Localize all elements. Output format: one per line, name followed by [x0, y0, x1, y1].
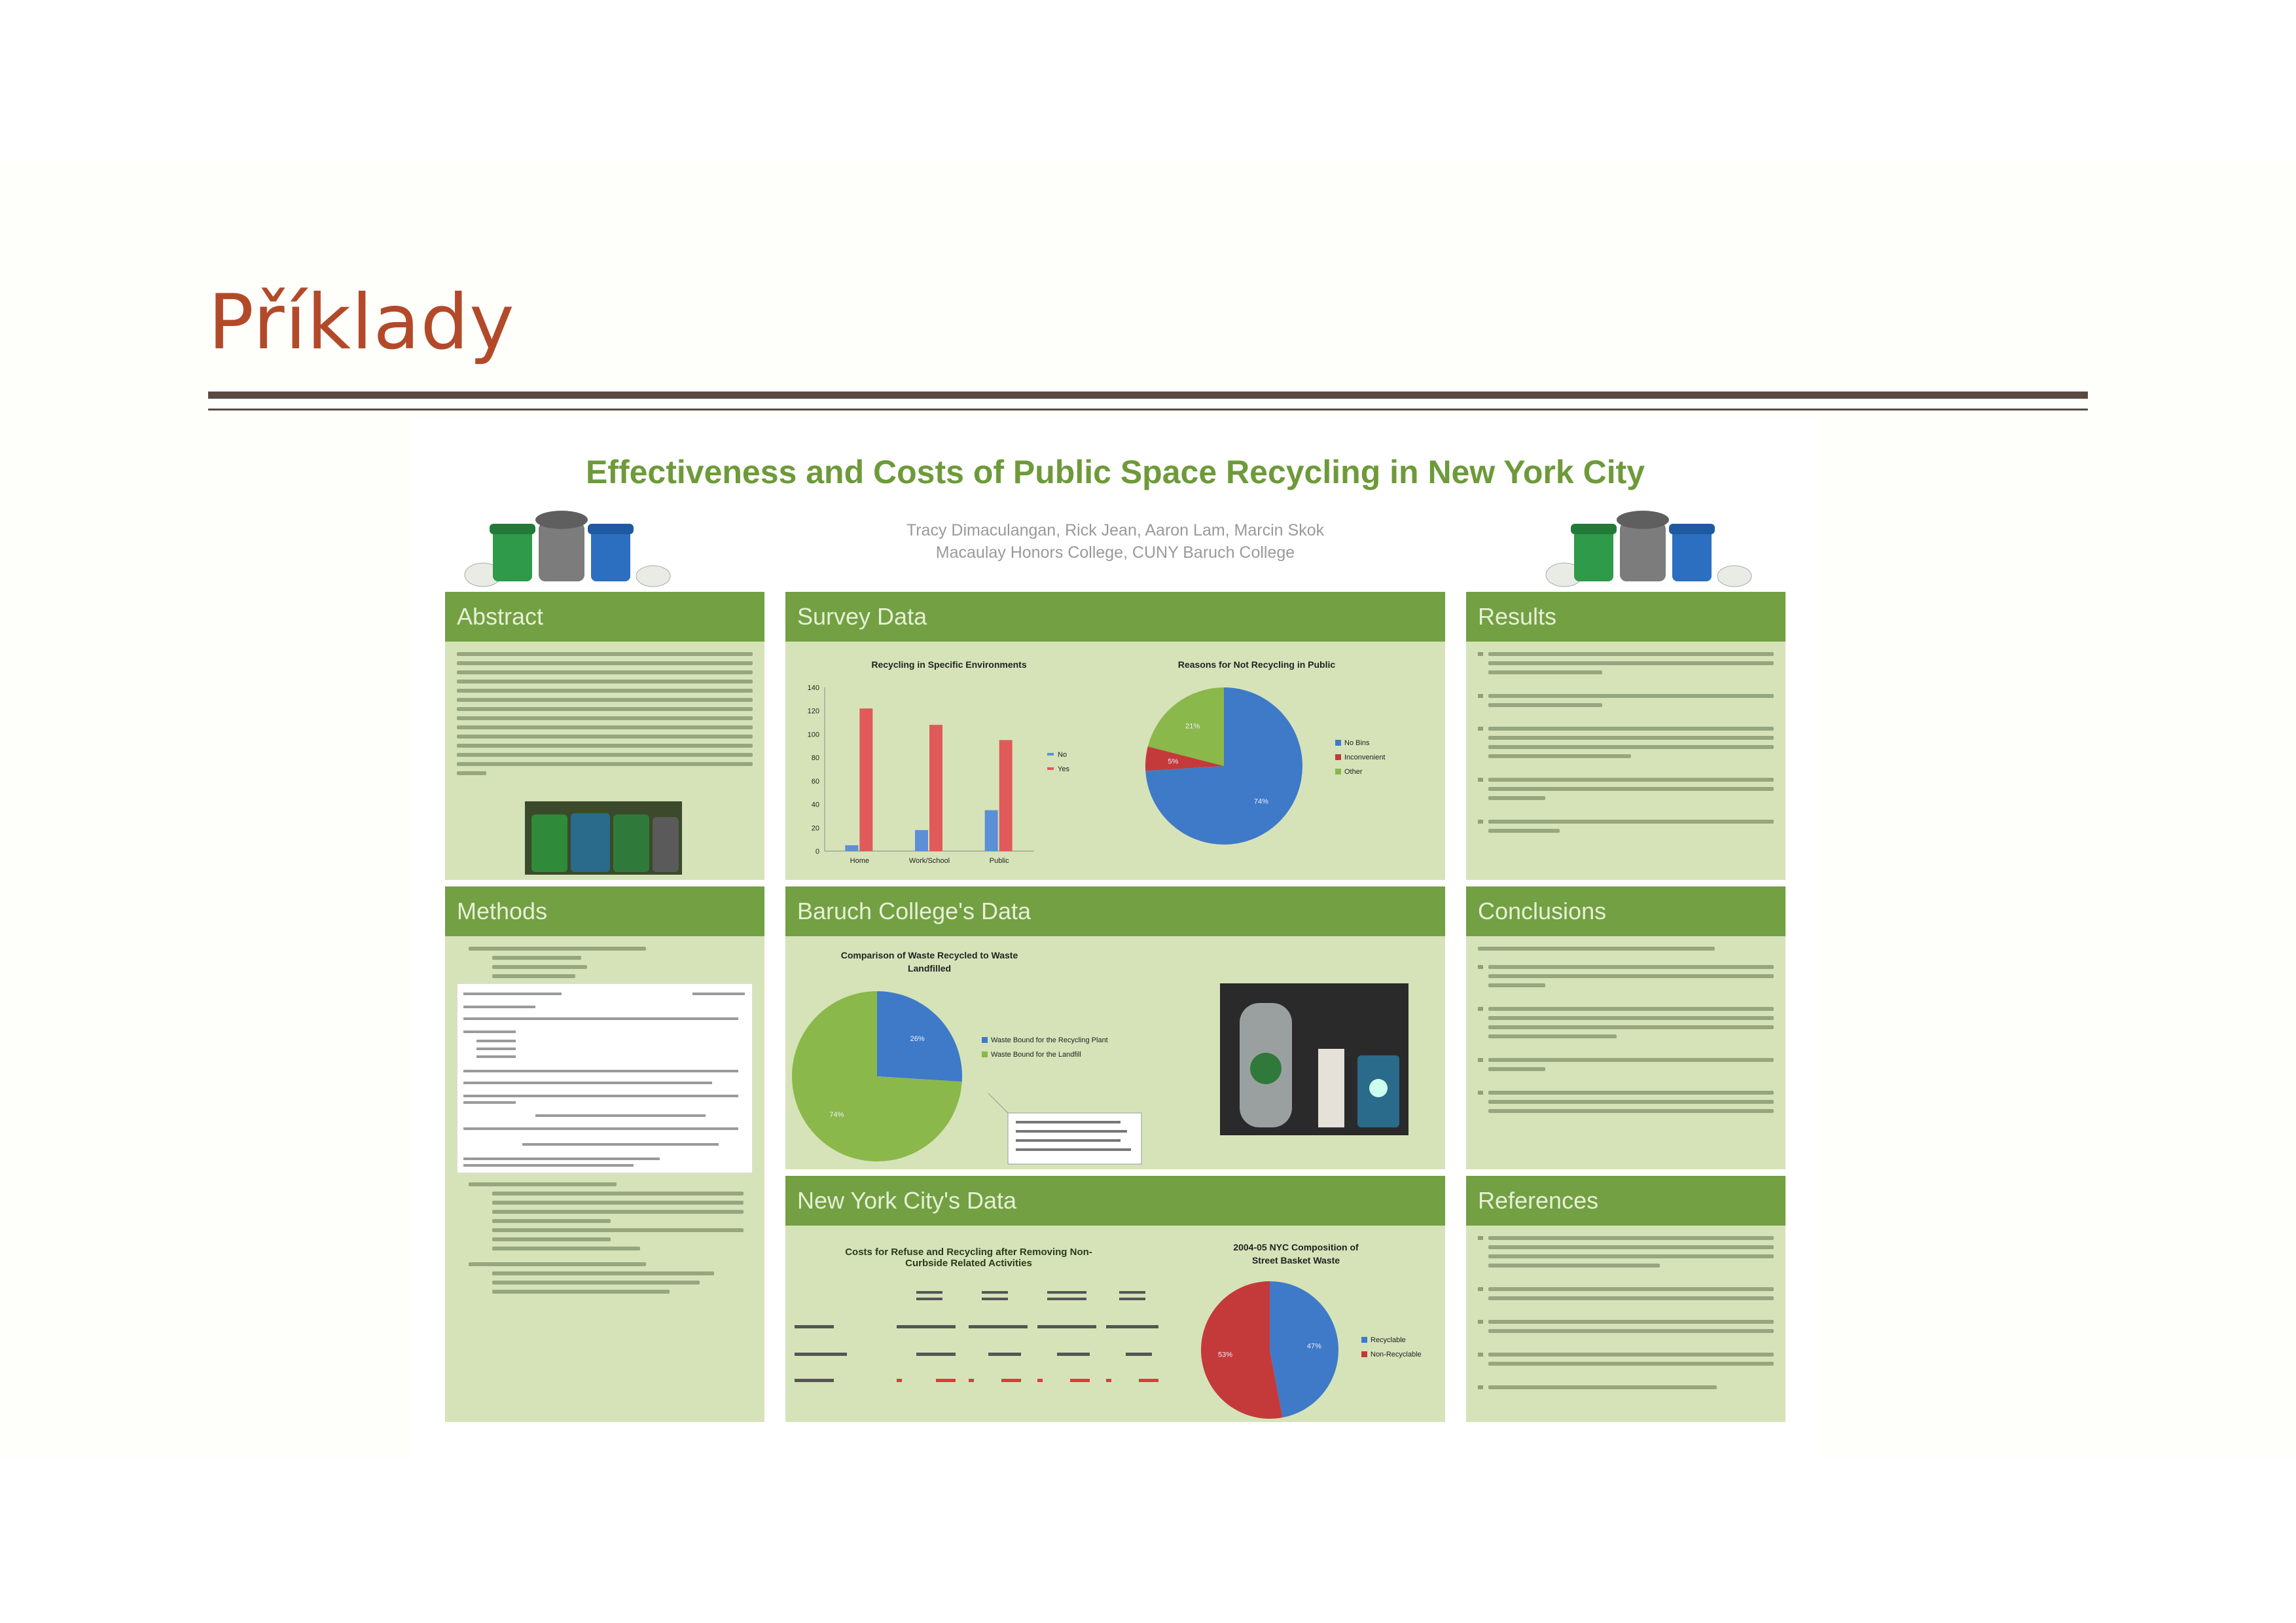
bar-yes-workschool — [929, 725, 942, 851]
recycling-environments-bar-chart — [792, 655, 1106, 877]
baruch-bins-photo — [1220, 983, 1408, 1135]
legend-label: Non-Recyclable — [1371, 1351, 1422, 1359]
bar-no-home — [845, 845, 858, 851]
methods-text — [457, 947, 753, 1299]
legend-swatch — [1335, 769, 1341, 775]
legend-swatch — [1335, 754, 1341, 760]
x-tick-label: Work/School — [908, 857, 950, 865]
waste-comparison-pie-chart — [792, 945, 1158, 1168]
y-tick-label: 120 — [807, 707, 819, 716]
results-heading: Results — [1466, 592, 1785, 642]
legend-swatch — [1335, 740, 1341, 746]
legend-swatch — [1047, 753, 1054, 756]
survey-form-image — [457, 983, 753, 1173]
x-tick-label: Public — [989, 857, 1009, 865]
bar-yes-home — [859, 708, 872, 851]
pie-data-label: 47% — [1306, 1342, 1321, 1351]
pie-data-label: 21% — [1185, 722, 1200, 731]
title-rule-thick — [208, 392, 2088, 399]
poster-affiliation: Macaulay Honors College, CUNY Baruch College — [935, 543, 1295, 562]
legend-label: Inconvenient — [1344, 754, 1386, 761]
pie-data-label: 5% — [1168, 757, 1179, 766]
results-panel — [1466, 592, 1785, 880]
references-text — [1478, 1236, 1774, 1409]
callout-pointer — [988, 1093, 1008, 1113]
nyc-pie-title-line1: 2004-05 NYC Composition of — [1233, 1242, 1359, 1252]
cost-table-title: Costs for Refuse and Recycling after Removing Non-Curbside Related Activities — [845, 1247, 1092, 1269]
recycling-bins-photo — [525, 801, 682, 875]
methods-panel — [445, 886, 764, 1422]
survey-data-panel — [785, 592, 1445, 880]
legend-swatch — [982, 1037, 988, 1043]
cost-table — [792, 1287, 1178, 1412]
poster-authors: Tracy Dimaculangan, Rick Jean, Aaron Lam, Marcin Skok — [906, 521, 1325, 539]
pie-slice-recyclable — [1270, 1281, 1338, 1417]
baruch-pie-title-line2: Landfilled — [907, 963, 952, 974]
bar-no-workschool — [915, 830, 928, 851]
legend-label: Recyclable — [1371, 1336, 1406, 1344]
conclusions-panel — [1466, 886, 1785, 1169]
legend-swatch — [1361, 1351, 1367, 1357]
nyc-pie-title-line2: Street Basket Waste — [1251, 1255, 1340, 1266]
legend-label: No Bins — [1344, 739, 1370, 747]
y-tick-label: 140 — [807, 684, 819, 692]
abstract-panel — [445, 592, 764, 880]
callout-box — [1008, 1113, 1141, 1164]
bar-chart-title: Recycling in Specific Environments — [871, 659, 1027, 670]
conclusions-heading: Conclusions — [1466, 886, 1785, 936]
methods-heading: Methods — [445, 886, 764, 936]
results-text — [1478, 652, 1774, 852]
baruch-pie-title-line1: Comparison of Waste Recycled to Waste — [840, 950, 1018, 960]
recycling-bins-logo-left — [457, 503, 679, 594]
conclusions-text — [1478, 947, 1774, 1133]
x-tick-label: Home — [850, 857, 870, 865]
legend-label: Yes — [1058, 765, 1069, 773]
survey-data-heading: Survey Data — [785, 592, 1445, 642]
nyc-data-panel — [785, 1176, 1445, 1422]
nyc-data-heading: New York City's Data — [785, 1176, 1445, 1226]
pie-data-label: 26% — [910, 1035, 925, 1044]
pie-data-label: 74% — [1253, 797, 1268, 806]
legend-label: Waste Bound for the Landfill — [991, 1051, 1081, 1059]
y-tick-label: 20 — [811, 824, 819, 833]
poster-title: Effectiveness and Costs of Public Space Recycling in New York City — [585, 454, 1645, 490]
abstract-text — [457, 652, 753, 780]
references-heading: References — [1466, 1176, 1785, 1226]
reasons-pie-chart — [1126, 655, 1440, 877]
poster-image — [411, 418, 1820, 1460]
street-basket-pie-chart — [1191, 1239, 1440, 1419]
y-tick-label: 60 — [811, 777, 819, 786]
legend-swatch — [1361, 1337, 1367, 1343]
y-tick-label: 100 — [807, 731, 819, 739]
pie-data-label: 53% — [1218, 1351, 1233, 1359]
title-rule-thin — [208, 409, 2088, 410]
legend-swatch — [982, 1051, 988, 1057]
bar-no-public — [985, 811, 998, 852]
recycling-bins-logo-right — [1538, 503, 1761, 594]
y-tick-label: 80 — [811, 754, 819, 763]
legend-label: Other — [1344, 768, 1363, 776]
baruch-data-heading: Baruch College's Data — [785, 886, 1445, 936]
pie-data-label: 74% — [829, 1110, 844, 1119]
y-tick-label: 0 — [815, 848, 819, 856]
abstract-heading: Abstract — [445, 592, 764, 642]
legend-label: No — [1058, 751, 1067, 759]
pie-chart-title: Reasons for Not Recycling in Public — [1177, 659, 1336, 670]
references-panel — [1466, 1176, 1785, 1422]
legend-label: Waste Bound for the Recycling Plant — [991, 1036, 1108, 1044]
slide-title: Příklady — [208, 278, 515, 367]
bar-yes-public — [999, 740, 1013, 851]
baruch-data-panel — [785, 886, 1445, 1169]
y-tick-label: 40 — [811, 801, 819, 809]
legend-swatch — [1047, 767, 1054, 770]
